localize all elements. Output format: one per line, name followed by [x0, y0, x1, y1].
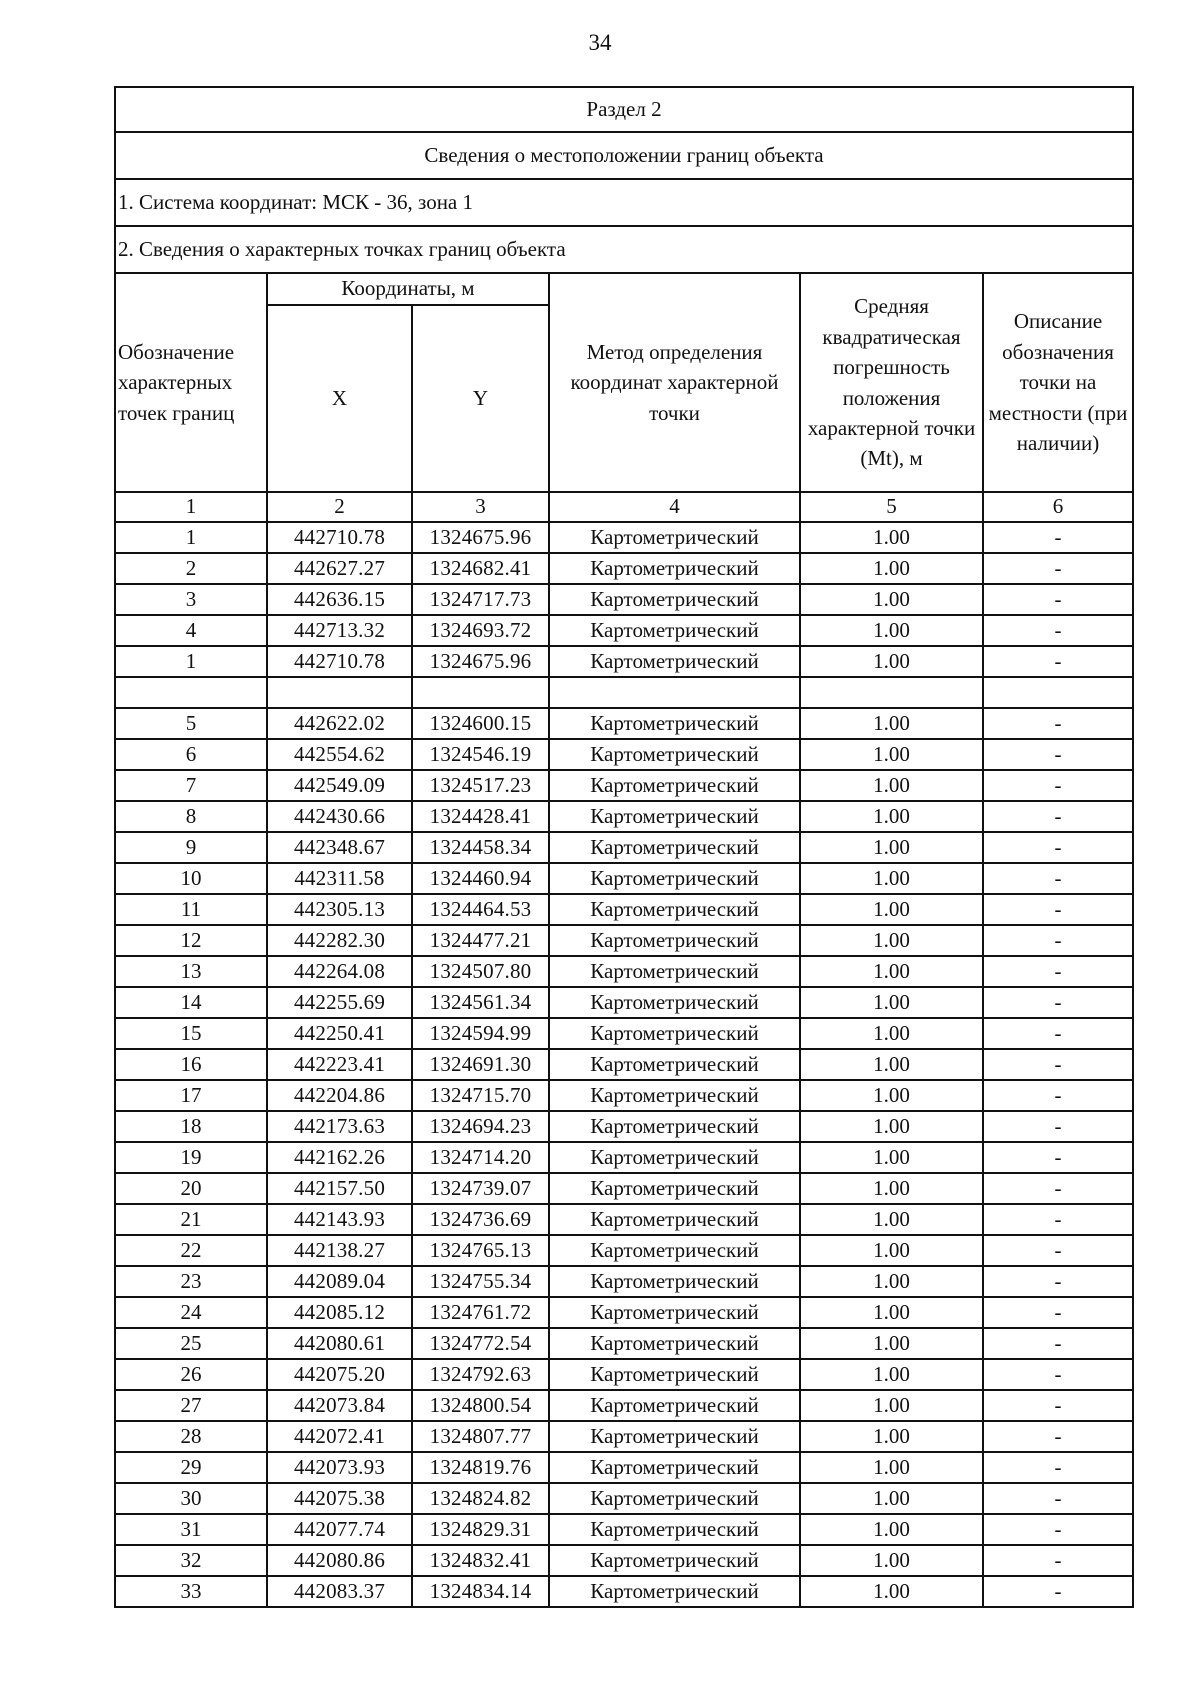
- method-cell: Картометрический: [549, 615, 800, 646]
- x-coordinate-cell: 442549.09: [267, 770, 412, 801]
- method-cell: Картометрический: [549, 1328, 800, 1359]
- table-row: [115, 584, 1133, 615]
- y-coordinate-cell: 1324428.41: [412, 801, 549, 832]
- error-cell: 1.00: [800, 1204, 983, 1235]
- description-cell: -: [983, 708, 1133, 739]
- y-coordinate-cell: 1324765.13: [412, 1235, 549, 1266]
- method-cell: Картометрический: [549, 522, 800, 553]
- description-cell: -: [983, 863, 1133, 894]
- header-coords-group: Координаты, м: [267, 273, 549, 305]
- error-cell: 1.00: [800, 1080, 983, 1111]
- x-coordinate-cell: 442157.50: [267, 1173, 412, 1204]
- description-cell: [983, 677, 1133, 708]
- y-coordinate-cell: 1324832.41: [412, 1545, 549, 1576]
- y-coordinate-cell: 1324792.63: [412, 1359, 549, 1390]
- y-coordinate-cell: 1324800.54: [412, 1390, 549, 1421]
- y-coordinate-cell: 1324464.53: [412, 894, 549, 925]
- point-label-cell: 13: [115, 956, 267, 987]
- point-label-cell: 28: [115, 1421, 267, 1452]
- error-cell: 1.00: [800, 1421, 983, 1452]
- table-row: [115, 739, 1133, 770]
- table-row: [115, 708, 1133, 739]
- error-cell: 1.00: [800, 1359, 983, 1390]
- point-label-cell: 22: [115, 1235, 267, 1266]
- method-cell: Картометрический: [549, 708, 800, 739]
- table-row: [115, 1390, 1133, 1421]
- table-row: [115, 832, 1133, 863]
- point-label-cell: 2: [115, 553, 267, 584]
- x-coordinate-cell: 442077.74: [267, 1514, 412, 1545]
- table-row: [115, 1359, 1133, 1390]
- y-coordinate-cell: 1324460.94: [412, 863, 549, 894]
- header-method: Метод определения координат характерной точки: [549, 273, 800, 492]
- point-label-cell: 30: [115, 1483, 267, 1514]
- x-coordinate-cell: 442143.93: [267, 1204, 412, 1235]
- table-row: [115, 987, 1133, 1018]
- table-row: [115, 553, 1133, 584]
- table-row: [115, 1080, 1133, 1111]
- table-row: [115, 956, 1133, 987]
- x-coordinate-cell: 442223.41: [267, 1049, 412, 1080]
- error-cell: 1.00: [800, 1018, 983, 1049]
- description-cell: -: [983, 987, 1133, 1018]
- method-cell: Картометрический: [549, 801, 800, 832]
- method-cell: Картометрический: [549, 1204, 800, 1235]
- error-cell: 1.00: [800, 615, 983, 646]
- error-cell: 1.00: [800, 1514, 983, 1545]
- table-row: [115, 646, 1133, 677]
- table-row: [115, 1018, 1133, 1049]
- x-coordinate-cell: 442072.41: [267, 1421, 412, 1452]
- error-cell: 1.00: [800, 801, 983, 832]
- table-row: [115, 863, 1133, 894]
- description-cell: -: [983, 1142, 1133, 1173]
- point-label-cell: 32: [115, 1545, 267, 1576]
- y-coordinate-cell: 1324561.34: [412, 987, 549, 1018]
- column-number-6: 6: [983, 492, 1133, 522]
- method-cell: Картометрический: [549, 770, 800, 801]
- point-label-cell: 16: [115, 1049, 267, 1080]
- x-coordinate-cell: 442089.04: [267, 1266, 412, 1297]
- method-cell: Картометрический: [549, 1545, 800, 1576]
- x-coordinate-cell: 442255.69: [267, 987, 412, 1018]
- description-cell: -: [983, 522, 1133, 553]
- x-coordinate-cell: 442080.86: [267, 1545, 412, 1576]
- table-row: [115, 1483, 1133, 1514]
- header-description: Описание обозначения точки на местности (при наличии): [983, 273, 1133, 492]
- method-cell: Картометрический: [549, 1452, 800, 1483]
- point-label-cell: 25: [115, 1328, 267, 1359]
- table-row: [115, 677, 1133, 708]
- error-cell: 1.00: [800, 553, 983, 584]
- point-label-cell: 19: [115, 1142, 267, 1173]
- table-row: [115, 1142, 1133, 1173]
- method-cell: Картометрический: [549, 739, 800, 770]
- y-coordinate-cell: 1324691.30: [412, 1049, 549, 1080]
- x-coordinate-cell: 442636.15: [267, 584, 412, 615]
- point-label-cell: 8: [115, 801, 267, 832]
- error-cell: 1.00: [800, 739, 983, 770]
- description-cell: -: [983, 1173, 1133, 1204]
- x-coordinate-cell: 442250.41: [267, 1018, 412, 1049]
- error-cell: 1.00: [800, 1328, 983, 1359]
- description-cell: -: [983, 1297, 1133, 1328]
- page-number: 34: [588, 30, 612, 55]
- column-number-1: 1: [115, 492, 267, 522]
- method-cell: Картометрический: [549, 1390, 800, 1421]
- method-cell: Картометрический: [549, 1235, 800, 1266]
- column-number-3: 3: [412, 492, 549, 522]
- error-cell: 1.00: [800, 1297, 983, 1328]
- error-cell: 1.00: [800, 1173, 983, 1204]
- method-cell: Картометрический: [549, 1018, 800, 1049]
- description-cell: -: [983, 801, 1133, 832]
- description-cell: -: [983, 1235, 1133, 1266]
- y-coordinate-cell: 1324675.96: [412, 522, 549, 553]
- point-label-cell: 18: [115, 1111, 267, 1142]
- x-coordinate-cell: 442138.27: [267, 1235, 412, 1266]
- x-coordinate-cell: 442080.61: [267, 1328, 412, 1359]
- method-cell: Картометрический: [549, 1111, 800, 1142]
- table-row: [115, 615, 1133, 646]
- description-cell: -: [983, 1204, 1133, 1235]
- y-coordinate-cell: 1324829.31: [412, 1514, 549, 1545]
- method-cell: Картометрический: [549, 832, 800, 863]
- method-cell: Картометрический: [549, 894, 800, 925]
- y-coordinate-cell: 1324819.76: [412, 1452, 549, 1483]
- x-coordinate-cell: 442162.26: [267, 1142, 412, 1173]
- table-row: [115, 894, 1133, 925]
- header-y: Y: [412, 305, 549, 492]
- method-cell: Картометрический: [549, 1266, 800, 1297]
- header-point-label: Обозначение характерных точек границ: [115, 273, 267, 492]
- y-coordinate-cell: 1324755.34: [412, 1266, 549, 1297]
- error-cell: 1.00: [800, 1483, 983, 1514]
- method-cell: Картометрический: [549, 1421, 800, 1452]
- table-row: [115, 925, 1133, 956]
- method-cell: Картометрический: [549, 1483, 800, 1514]
- error-cell: 1.00: [800, 894, 983, 925]
- y-coordinate-cell: 1324834.14: [412, 1576, 549, 1607]
- x-coordinate-cell: 442710.78: [267, 522, 412, 553]
- x-coordinate-cell: 442311.58: [267, 863, 412, 894]
- table-row: [115, 1328, 1133, 1359]
- table-row: [115, 770, 1133, 801]
- description-cell: -: [983, 1545, 1133, 1576]
- x-coordinate-cell: 442713.32: [267, 615, 412, 646]
- table-row: [115, 522, 1133, 553]
- description-cell: -: [983, 770, 1133, 801]
- header-error: Средняя квадратическая погрешность положения характерной точки (Mt), м: [800, 273, 983, 492]
- description-cell: -: [983, 1390, 1133, 1421]
- table-row: [115, 801, 1133, 832]
- error-cell: 1.00: [800, 1452, 983, 1483]
- point-label-cell: 15: [115, 1018, 267, 1049]
- y-coordinate-cell: 1324458.34: [412, 832, 549, 863]
- x-coordinate-cell: 442075.38: [267, 1483, 412, 1514]
- point-label-cell: 29: [115, 1452, 267, 1483]
- x-coordinate-cell: 442554.62: [267, 739, 412, 770]
- point-label-cell: [115, 677, 267, 708]
- method-cell: Картометрический: [549, 987, 800, 1018]
- y-coordinate-cell: 1324807.77: [412, 1421, 549, 1452]
- points-heading: 2. Сведения о характерных точках границ объекта: [115, 226, 1133, 273]
- error-cell: 1.00: [800, 770, 983, 801]
- table-row: [115, 1173, 1133, 1204]
- method-cell: Картометрический: [549, 584, 800, 615]
- description-cell: -: [983, 1328, 1133, 1359]
- x-coordinate-cell: 442075.20: [267, 1359, 412, 1390]
- error-cell: 1.00: [800, 987, 983, 1018]
- y-coordinate-cell: 1324517.23: [412, 770, 549, 801]
- error-cell: 1.00: [800, 925, 983, 956]
- y-coordinate-cell: 1324675.96: [412, 646, 549, 677]
- description-cell: -: [983, 1049, 1133, 1080]
- point-label-cell: 1: [115, 522, 267, 553]
- error-cell: 1.00: [800, 1390, 983, 1421]
- method-cell: Картометрический: [549, 1049, 800, 1080]
- x-coordinate-cell: 442627.27: [267, 553, 412, 584]
- point-label-cell: 33: [115, 1576, 267, 1607]
- point-label-cell: 9: [115, 832, 267, 863]
- table-row: [115, 1452, 1133, 1483]
- error-cell: 1.00: [800, 1111, 983, 1142]
- description-cell: -: [983, 553, 1133, 584]
- point-label-cell: 6: [115, 739, 267, 770]
- error-cell: 1.00: [800, 646, 983, 677]
- y-coordinate-cell: 1324715.70: [412, 1080, 549, 1111]
- description-cell: -: [983, 1514, 1133, 1545]
- y-coordinate-cell: 1324682.41: [412, 553, 549, 584]
- method-cell: Картометрический: [549, 1297, 800, 1328]
- method-cell: Картометрический: [549, 1359, 800, 1390]
- method-cell: Картометрический: [549, 646, 800, 677]
- error-cell: 1.00: [800, 1142, 983, 1173]
- point-label-cell: 17: [115, 1080, 267, 1111]
- description-cell: -: [983, 832, 1133, 863]
- method-cell: Картометрический: [549, 956, 800, 987]
- table-row: [115, 1235, 1133, 1266]
- method-cell: Картометрический: [549, 1173, 800, 1204]
- description-cell: -: [983, 584, 1133, 615]
- table-row: [115, 1266, 1133, 1297]
- y-coordinate-cell: 1324824.82: [412, 1483, 549, 1514]
- x-coordinate-cell: 442430.66: [267, 801, 412, 832]
- error-cell: [800, 677, 983, 708]
- x-coordinate-cell: 442710.78: [267, 646, 412, 677]
- description-cell: -: [983, 615, 1133, 646]
- description-cell: -: [983, 1111, 1133, 1142]
- x-coordinate-cell: [267, 677, 412, 708]
- y-coordinate-cell: 1324507.80: [412, 956, 549, 987]
- boundary-points-table: [114, 86, 1134, 1608]
- method-cell: Картометрический: [549, 553, 800, 584]
- x-coordinate-cell: 442204.86: [267, 1080, 412, 1111]
- column-number-2: 2: [267, 492, 412, 522]
- coordinate-system: 1. Система координат: МСК - 36, зона 1: [115, 179, 1133, 226]
- error-cell: 1.00: [800, 1049, 983, 1080]
- column-number-5: 5: [800, 492, 983, 522]
- table-row: [115, 1297, 1133, 1328]
- x-coordinate-cell: 442264.08: [267, 956, 412, 987]
- header-x: X: [267, 305, 412, 492]
- description-cell: -: [983, 1483, 1133, 1514]
- method-cell: Картометрический: [549, 1576, 800, 1607]
- method-cell: Картометрический: [549, 925, 800, 956]
- method-cell: Картометрический: [549, 1080, 800, 1111]
- point-label-cell: 4: [115, 615, 267, 646]
- y-coordinate-cell: 1324594.99: [412, 1018, 549, 1049]
- y-coordinate-cell: 1324772.54: [412, 1328, 549, 1359]
- point-label-cell: 21: [115, 1204, 267, 1235]
- y-coordinate-cell: 1324717.73: [412, 584, 549, 615]
- point-label-cell: 27: [115, 1390, 267, 1421]
- point-label-cell: 12: [115, 925, 267, 956]
- table-row: [115, 1514, 1133, 1545]
- x-coordinate-cell: 442348.67: [267, 832, 412, 863]
- table-row: [115, 1049, 1133, 1080]
- error-cell: 1.00: [800, 863, 983, 894]
- description-cell: -: [983, 1018, 1133, 1049]
- y-coordinate-cell: 1324477.21: [412, 925, 549, 956]
- section-subtitle: Сведения о местоположении границ объекта: [115, 132, 1133, 179]
- table-body: [115, 522, 1133, 1607]
- description-cell: -: [983, 1359, 1133, 1390]
- description-cell: -: [983, 1080, 1133, 1111]
- y-coordinate-cell: 1324739.07: [412, 1173, 549, 1204]
- description-cell: -: [983, 739, 1133, 770]
- description-cell: -: [983, 1421, 1133, 1452]
- y-coordinate-cell: 1324600.15: [412, 708, 549, 739]
- x-coordinate-cell: 442073.93: [267, 1452, 412, 1483]
- y-coordinate-cell: 1324546.19: [412, 739, 549, 770]
- description-cell: -: [983, 894, 1133, 925]
- x-coordinate-cell: 442085.12: [267, 1297, 412, 1328]
- x-coordinate-cell: 442073.84: [267, 1390, 412, 1421]
- table-row: [115, 1111, 1133, 1142]
- point-label-cell: 14: [115, 987, 267, 1018]
- description-cell: -: [983, 1266, 1133, 1297]
- error-cell: 1.00: [800, 1266, 983, 1297]
- column-number-4: 4: [549, 492, 800, 522]
- table-row: [115, 1545, 1133, 1576]
- x-coordinate-cell: 442305.13: [267, 894, 412, 925]
- method-cell: Картометрический: [549, 1514, 800, 1545]
- y-coordinate-cell: 1324714.20: [412, 1142, 549, 1173]
- point-label-cell: 3: [115, 584, 267, 615]
- error-cell: 1.00: [800, 1576, 983, 1607]
- point-label-cell: 5: [115, 708, 267, 739]
- error-cell: 1.00: [800, 708, 983, 739]
- method-cell: Картометрический: [549, 1142, 800, 1173]
- point-label-cell: 11: [115, 894, 267, 925]
- description-cell: -: [983, 1576, 1133, 1607]
- y-coordinate-cell: 1324736.69: [412, 1204, 549, 1235]
- error-cell: 1.00: [800, 584, 983, 615]
- point-label-cell: 24: [115, 1297, 267, 1328]
- x-coordinate-cell: 442622.02: [267, 708, 412, 739]
- y-coordinate-cell: 1324693.72: [412, 615, 549, 646]
- x-coordinate-cell: 442282.30: [267, 925, 412, 956]
- method-cell: Картометрический: [549, 863, 800, 894]
- x-coordinate-cell: 442083.37: [267, 1576, 412, 1607]
- x-coordinate-cell: 442173.63: [267, 1111, 412, 1142]
- point-label-cell: 1: [115, 646, 267, 677]
- y-coordinate-cell: 1324694.23: [412, 1111, 549, 1142]
- point-label-cell: 7: [115, 770, 267, 801]
- table-row: [115, 1421, 1133, 1452]
- description-cell: -: [983, 925, 1133, 956]
- description-cell: -: [983, 646, 1133, 677]
- section-title: Раздел 2: [115, 87, 1133, 132]
- table-row: [115, 1204, 1133, 1235]
- error-cell: 1.00: [800, 1235, 983, 1266]
- y-coordinate-cell: [412, 677, 549, 708]
- error-cell: 1.00: [800, 956, 983, 987]
- error-cell: 1.00: [800, 832, 983, 863]
- method-cell: [549, 677, 800, 708]
- error-cell: 1.00: [800, 522, 983, 553]
- table-row: [115, 1576, 1133, 1607]
- description-cell: -: [983, 956, 1133, 987]
- point-label-cell: 10: [115, 863, 267, 894]
- point-label-cell: 31: [115, 1514, 267, 1545]
- description-cell: -: [983, 1452, 1133, 1483]
- point-label-cell: 20: [115, 1173, 267, 1204]
- point-label-cell: 23: [115, 1266, 267, 1297]
- error-cell: 1.00: [800, 1545, 983, 1576]
- point-label-cell: 26: [115, 1359, 267, 1390]
- y-coordinate-cell: 1324761.72: [412, 1297, 549, 1328]
